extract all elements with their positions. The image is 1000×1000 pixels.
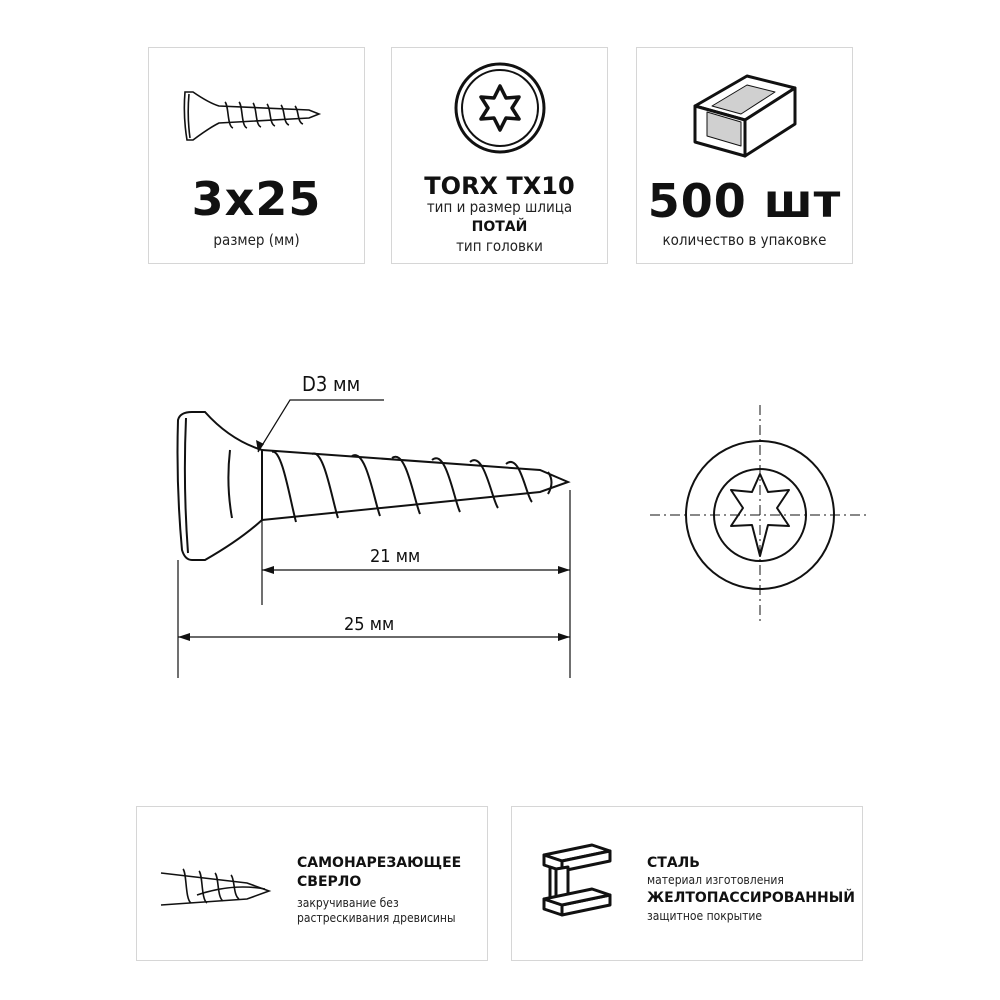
total-length-label: 25 мм xyxy=(344,614,395,635)
material-title: СТАЛЬ xyxy=(647,855,700,871)
material-feature-card xyxy=(511,806,863,961)
quantity-value: 500 шт xyxy=(647,174,842,228)
coating-title: ЖЕЛТОПАССИРОВАННЫЙ xyxy=(647,890,855,906)
thread-length-label: 21 мм xyxy=(370,546,421,567)
tip-desc-line2: растрескивания древисины xyxy=(297,911,456,925)
tip-title-line1: САМОНАРЕЗАЮЩЕЕ xyxy=(297,855,462,871)
tip-title-line2: СВЕРЛО xyxy=(297,874,362,890)
drive-title: TORX TX10 xyxy=(424,172,575,200)
size-caption: размер (мм) xyxy=(213,231,300,249)
material-caption: материал изготовления xyxy=(647,873,784,887)
diameter-label: D3 мм xyxy=(302,372,361,396)
quantity-caption: количество в упаковке xyxy=(662,231,827,249)
head-caption: тип головки xyxy=(456,237,543,255)
coating-caption: защитное покрытие xyxy=(647,909,763,923)
size-value: 3x25 xyxy=(191,172,322,226)
tip-desc-line1: закручивание без xyxy=(297,896,399,910)
drill-tip-icon xyxy=(137,807,287,962)
tip-feature-card xyxy=(136,806,488,961)
head-type: ПОТАЙ xyxy=(471,219,528,235)
steel-beam-icon xyxy=(512,807,642,962)
drive-caption: тип и размер шлица xyxy=(426,198,573,216)
